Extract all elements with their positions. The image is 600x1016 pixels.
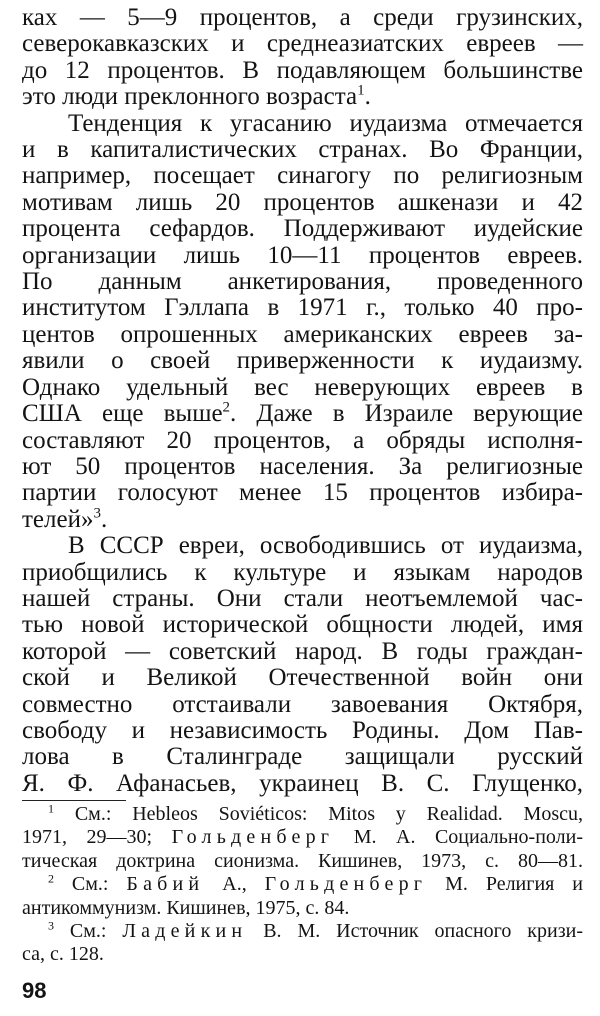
- footnote-ref: 1: [357, 82, 365, 99]
- footnote-ref: 3: [93, 505, 101, 522]
- text-line: [22, 111, 583, 137]
- text-line: [22, 375, 583, 401]
- text-run: США еще выше: [22, 400, 223, 428]
- text-run: .: [364, 83, 371, 111]
- text-line: [22, 718, 583, 744]
- text-run: приобщились к культуре и языкам народов: [22, 558, 583, 586]
- text-run: В. М. Источник опасного кризи-: [247, 920, 583, 943]
- text-run: ской и Великой Отечественной войн они: [22, 664, 583, 692]
- text-run: Гольденберг: [264, 873, 428, 896]
- text-line: [22, 454, 583, 480]
- text-run: См.:: [54, 873, 127, 896]
- text-run: М. Религия и: [427, 873, 583, 896]
- text-line: [22, 58, 583, 84]
- text-run: Я. Ф. Афанасьев, украинец В. С. Глущенко,: [22, 769, 583, 797]
- footnote-ref: 2: [222, 399, 231, 416]
- text-line: [22, 295, 583, 321]
- footnote-ref: 1: [48, 801, 54, 816]
- text-run: В СССР евреи, освободившись от иудаизма,: [68, 532, 583, 560]
- text-line: [22, 137, 583, 163]
- text-line: [22, 612, 583, 638]
- text-run: институтом Гэллапа в 1971 г., только 40 про-: [22, 294, 583, 322]
- text-run: совместно отстаивали завоевания Октября,: [22, 690, 583, 718]
- footnote-line: [22, 943, 583, 966]
- footnote-line: [22, 873, 583, 896]
- text-line: [22, 428, 583, 454]
- text-run: Однако удельный вес неверующих евреев в: [22, 373, 583, 401]
- text-run: По данным анкетирования, проведенного: [22, 268, 583, 296]
- text-run: тью новой исторической общности людей, имя: [22, 611, 583, 639]
- text-line: [22, 322, 583, 348]
- text-line: [22, 348, 583, 374]
- text-run: процента сефардов. Поддерживают иудейские: [22, 215, 583, 243]
- text-run: Бабий: [126, 873, 205, 896]
- text-run: партии голосуют менее 15 процентов избира-: [22, 479, 583, 507]
- text-line: [22, 507, 583, 533]
- text-line: [22, 586, 583, 612]
- text-run: например, посещает синагогу по религиозным: [22, 162, 583, 190]
- text-run: . Даже в Израиле верующие: [230, 400, 583, 428]
- text-line: [22, 771, 583, 797]
- text-line: [22, 216, 583, 242]
- text-line: [22, 84, 583, 110]
- footnote-line: [22, 803, 583, 826]
- text-run: это люди преклонного возраста: [22, 83, 358, 111]
- page-number: 98: [22, 978, 47, 1003]
- text-line: [22, 190, 583, 216]
- text-run: .: [100, 505, 108, 533]
- footnote-ref: 2: [48, 871, 54, 886]
- footnote-line: [22, 920, 583, 943]
- text-line: [22, 533, 583, 559]
- text-run: нашей страны. Они стали неотъемлемой час-: [22, 584, 583, 612]
- text-run: центов опрошенных американских евреев за-: [22, 320, 583, 348]
- body-text: [22, 5, 583, 797]
- text-run: организации лишь 10—11 процентов евреев.: [22, 241, 583, 269]
- text-run: ках — 5—9 процентов, а среди грузинских,: [22, 4, 583, 31]
- text-run: М. А. Социально-поли-: [334, 826, 583, 849]
- text-run: Гольденберг: [171, 826, 335, 849]
- text-line: [22, 5, 583, 31]
- text-line: [22, 401, 583, 427]
- text-line: [22, 243, 583, 269]
- text-run: которой — советский народ. В годы граждан-: [22, 637, 583, 665]
- text-run: См.:: [54, 920, 123, 943]
- footnote-ref: 3: [48, 918, 54, 933]
- text-line: [22, 269, 583, 295]
- text-run: антикоммунизм. Кишинев, 1975, с. 84.: [22, 896, 350, 919]
- text-run: мотивам лишь 20 процентов ашкенази и 42: [22, 188, 583, 216]
- text-run: до 12 процентов. В подавляющем большинстве: [22, 56, 583, 84]
- footnote-separator: [22, 800, 126, 801]
- footnote-line: [22, 826, 583, 849]
- text-run: явили о своей приверженности к иудаизму.: [22, 347, 583, 375]
- text-run: составляют 20 процентов, а обряды исполня-: [22, 426, 583, 454]
- text-run: тическая доктрина сионизма. Кишинев, 1973, с. 80—81.: [22, 849, 583, 872]
- text-run: свободу и независимость Родины. Дом Пав-: [22, 716, 583, 744]
- text-line: [22, 639, 583, 665]
- text-run: ют 50 процентов населения. За религиозные: [22, 452, 583, 480]
- text-run: и в капиталистических странах. Во Франции,: [22, 136, 583, 164]
- footnote-line: [22, 850, 583, 873]
- text-line: [22, 480, 583, 506]
- text-line: [22, 665, 583, 691]
- text-line: [22, 163, 583, 189]
- text-run: телей»: [22, 505, 94, 533]
- text-run: А.,: [204, 873, 265, 896]
- footnotes: [22, 803, 583, 967]
- text-line: [22, 31, 583, 57]
- text-run: Ладейкин: [122, 920, 248, 943]
- text-run: Тенденция к угасанию иудаизма отмечается: [68, 109, 583, 137]
- text-line: [22, 692, 583, 718]
- text-run: северокавказских и среднеазиатских евреев —: [22, 30, 583, 58]
- text-run: са, с. 128.: [22, 943, 104, 966]
- footnote-line: [22, 897, 583, 920]
- text-run: См.: Hebleos Soviéticos: Mitos y Realidad. Moscu,: [54, 803, 583, 825]
- text-line: [22, 560, 583, 586]
- text-run: лова в Сталинграде защищали русский: [22, 743, 583, 771]
- text-run: 1971, 29—30;: [22, 826, 172, 849]
- text-line: [22, 744, 583, 770]
